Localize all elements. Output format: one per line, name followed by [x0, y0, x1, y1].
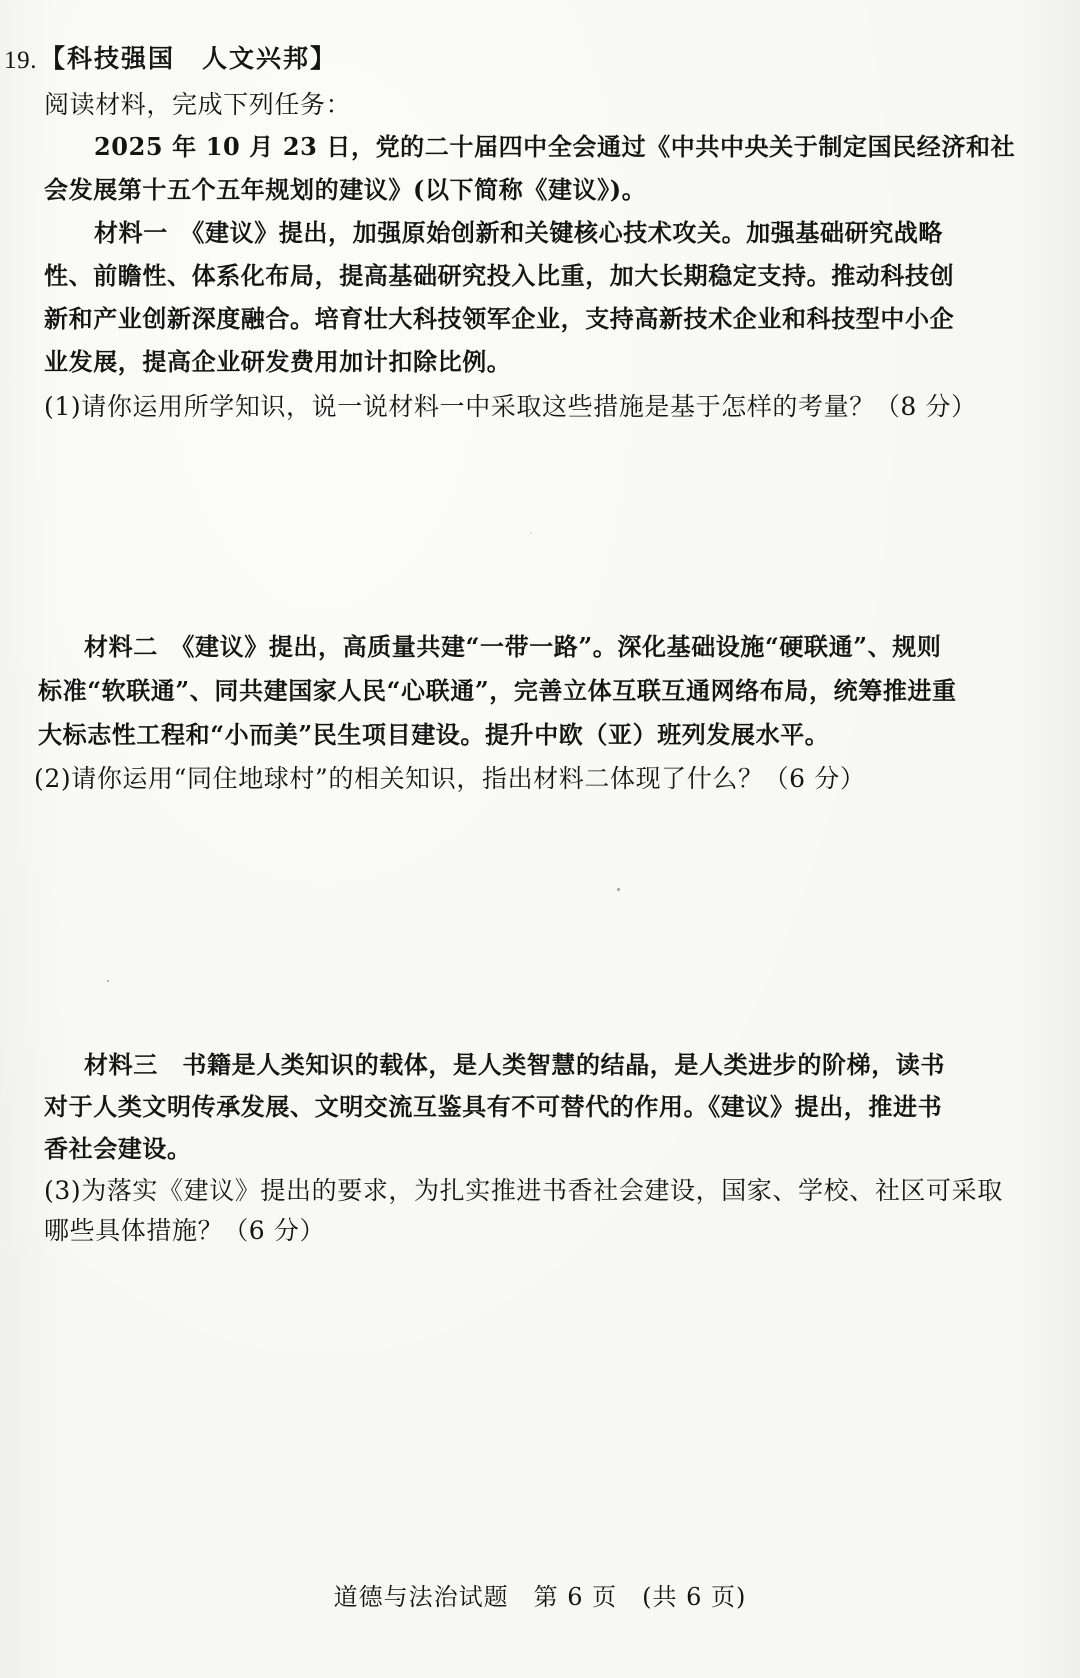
answer-space-3[interactable] [40, 1264, 1000, 1544]
scan-speck [617, 888, 620, 891]
answer-space-2[interactable] [40, 812, 1000, 1032]
task-3-prompt-line-2: 哪些具体措施？（6 分） [44, 1216, 326, 1245]
material-3-line-2: 对于人类文明传承发展、文明交流互鉴具有不可替代的作用。《建议》提出，推进书 [44, 1092, 943, 1121]
question-theme-tag: 【科技强国 人文兴邦】 [40, 44, 338, 73]
material-1-line-1: 材料一 《建议》提出，加强原始创新和关键核心技术攻关。加强基础研究战略 [94, 218, 943, 247]
task-3-prompt-line-1: (3)为落实《建议》提出的要求，为扎实推进书香社会建设，国家、学校、社区可采取 [44, 1176, 1003, 1205]
material-1-line-3: 新和产业创新深度融合。培育壮大科技领军企业，支持高新技术企业和科技型中小企 [44, 304, 955, 333]
answer-space-1[interactable] [40, 440, 1000, 620]
intro-line-2: 会发展第十五个五年规划的建议》(以下简称《建议》)。 [44, 175, 647, 204]
scan-speck [530, 532, 532, 534]
material-1-line-4: 业发展，提高企业研发费用加计扣除比例。 [44, 347, 512, 376]
intro-line-1: 2025 年 10 月 23 日，党的二十届四中全会通过《中共中央关于制定国民经济和社 [94, 132, 1016, 161]
instruction-text: 阅读材料，完成下列任务： [44, 90, 352, 119]
task-2-prompt: (2)请你运用“同住地球村”的相关知识，指出材料二体现了什么？（6 分） [34, 764, 866, 793]
material-2-line-2: 标准“软联通”、同共建国家人民“心联通”，完善立体互联互通网络布局，统筹推进重 [38, 676, 957, 705]
page-footer: 道德与法治试题 第 6 页 (共 6 页) [333, 1583, 747, 1611]
task-1-prompt: (1)请你运用所学知识，说一说材料一中采取这些措施是基于怎样的考量？（8 分） [44, 392, 977, 421]
material-2-line-1: 材料二 《建议》提出，高质量共建“一带一路”。深化基础设施“硬联通”、规则 [84, 632, 942, 661]
material-3-line-1: 材料三 书籍是人类知识的载体，是人类智慧的结晶，是人类进步的阶梯，读书 [84, 1050, 945, 1079]
question-number: 19. [4, 47, 38, 74]
material-1-line-2: 性、前瞻性、体系化布局，提高基础研究投入比重，加大长期稳定支持。推动科技创 [44, 261, 955, 290]
scan-speck [107, 980, 109, 982]
material-2-line-3: 大标志性工程和“小而美”民生项目建设。提升中欧（亚）班列发展水平。 [38, 720, 830, 749]
material-3-line-3: 香社会建设。 [44, 1134, 192, 1163]
